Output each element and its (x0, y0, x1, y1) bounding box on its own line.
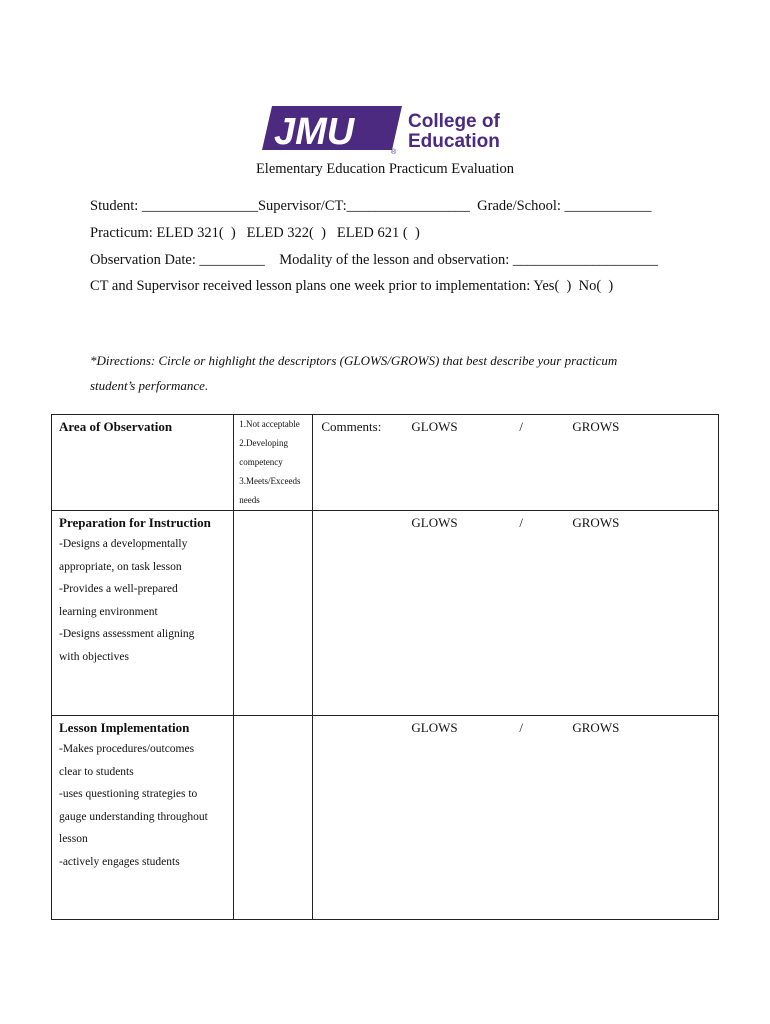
descriptor-list (52, 531, 233, 668)
table-row (52, 716, 719, 920)
comments-header-cell (313, 415, 719, 511)
rating-cell[interactable] (234, 511, 313, 716)
slash-separator: / (519, 515, 523, 530)
glows-option[interactable]: GLOWS (411, 720, 458, 735)
descriptor-line: lesson (59, 833, 88, 845)
table-header-row (52, 415, 719, 511)
logo-text-line1: College of (408, 111, 500, 132)
descriptor-list (52, 736, 233, 873)
comments-cell[interactable] (313, 716, 719, 920)
descriptor-line: -Designs assessment aligning (59, 628, 195, 640)
descriptor-line: -actively engages students (59, 855, 180, 868)
descriptor-line: with objectives (59, 650, 129, 663)
jmu-college-of-education-logo (262, 104, 512, 156)
logo-text-line2: Education (408, 131, 500, 152)
area-title: Lesson Implementation (59, 720, 190, 735)
directions-line1: *Directions: Circle or highlight the descriptors (GLOWS/GROWS) that best describe your practicum (90, 353, 618, 368)
descriptor-line: appropriate, on task lesson (59, 560, 182, 573)
lesson-plans-line: CT and Supervisor received lesson plans one week prior to implementation: Yes( ) No( ) (90, 278, 614, 294)
scale-line: 2.Developing (239, 438, 289, 448)
rating-scale (234, 415, 312, 510)
descriptor-line: clear to students (59, 765, 134, 778)
glows-label: GLOWS (411, 419, 458, 434)
grows-option[interactable]: GROWS (572, 515, 620, 530)
student-supervisor-grade-line: Student: ________________Supervisor/CT:_________________ Grade/School: ____________ (90, 198, 652, 214)
document-title: Elementary Education Practicum Evaluation (255, 161, 515, 177)
comments-label: Comments: (321, 419, 382, 434)
grows-label: GROWS (572, 419, 620, 434)
descriptor-line: gauge understanding throughout (59, 810, 208, 823)
observation-date-line: Observation Date: _________ Modality of the lesson and observation: ____________________ (90, 252, 658, 268)
area-of-observation-header: Area of Observation (59, 419, 173, 434)
comments-cell[interactable] (313, 511, 719, 716)
practicum-line: Practicum: ELED 321( ) ELED 322( ) ELED 621 ( ) (90, 225, 420, 241)
descriptor-line: -Designs a developmentally (59, 538, 188, 550)
slash-separator: / (519, 720, 523, 735)
scale-line: 3.Meets/Exceeds (239, 476, 301, 486)
scale-cell (234, 415, 313, 511)
grows-option[interactable]: GROWS (572, 720, 620, 735)
registered-mark: ® (391, 149, 397, 156)
area-header-cell (52, 415, 234, 511)
scale-line: 1.Not acceptable (239, 419, 300, 429)
evaluation-table (51, 414, 719, 920)
table-row (52, 511, 719, 716)
scale-line: competency (239, 457, 283, 467)
descriptor-line: -Provides a well-prepared (59, 583, 178, 595)
rating-cell[interactable] (234, 716, 313, 920)
glows-option[interactable]: GLOWS (411, 515, 458, 530)
area-title: Preparation for Instruction (59, 515, 211, 530)
slash-separator: / (519, 419, 523, 434)
scale-line: needs (239, 495, 260, 505)
area-cell (52, 511, 234, 716)
descriptor-line: -uses questioning strategies to (59, 788, 198, 800)
logo-mark: JMU (274, 111, 355, 153)
descriptor-line: learning environment (59, 605, 158, 618)
directions-line2: student’s performance. (90, 378, 209, 393)
descriptor-line: -Makes procedures/outcomes (59, 743, 195, 755)
area-cell (52, 716, 234, 920)
